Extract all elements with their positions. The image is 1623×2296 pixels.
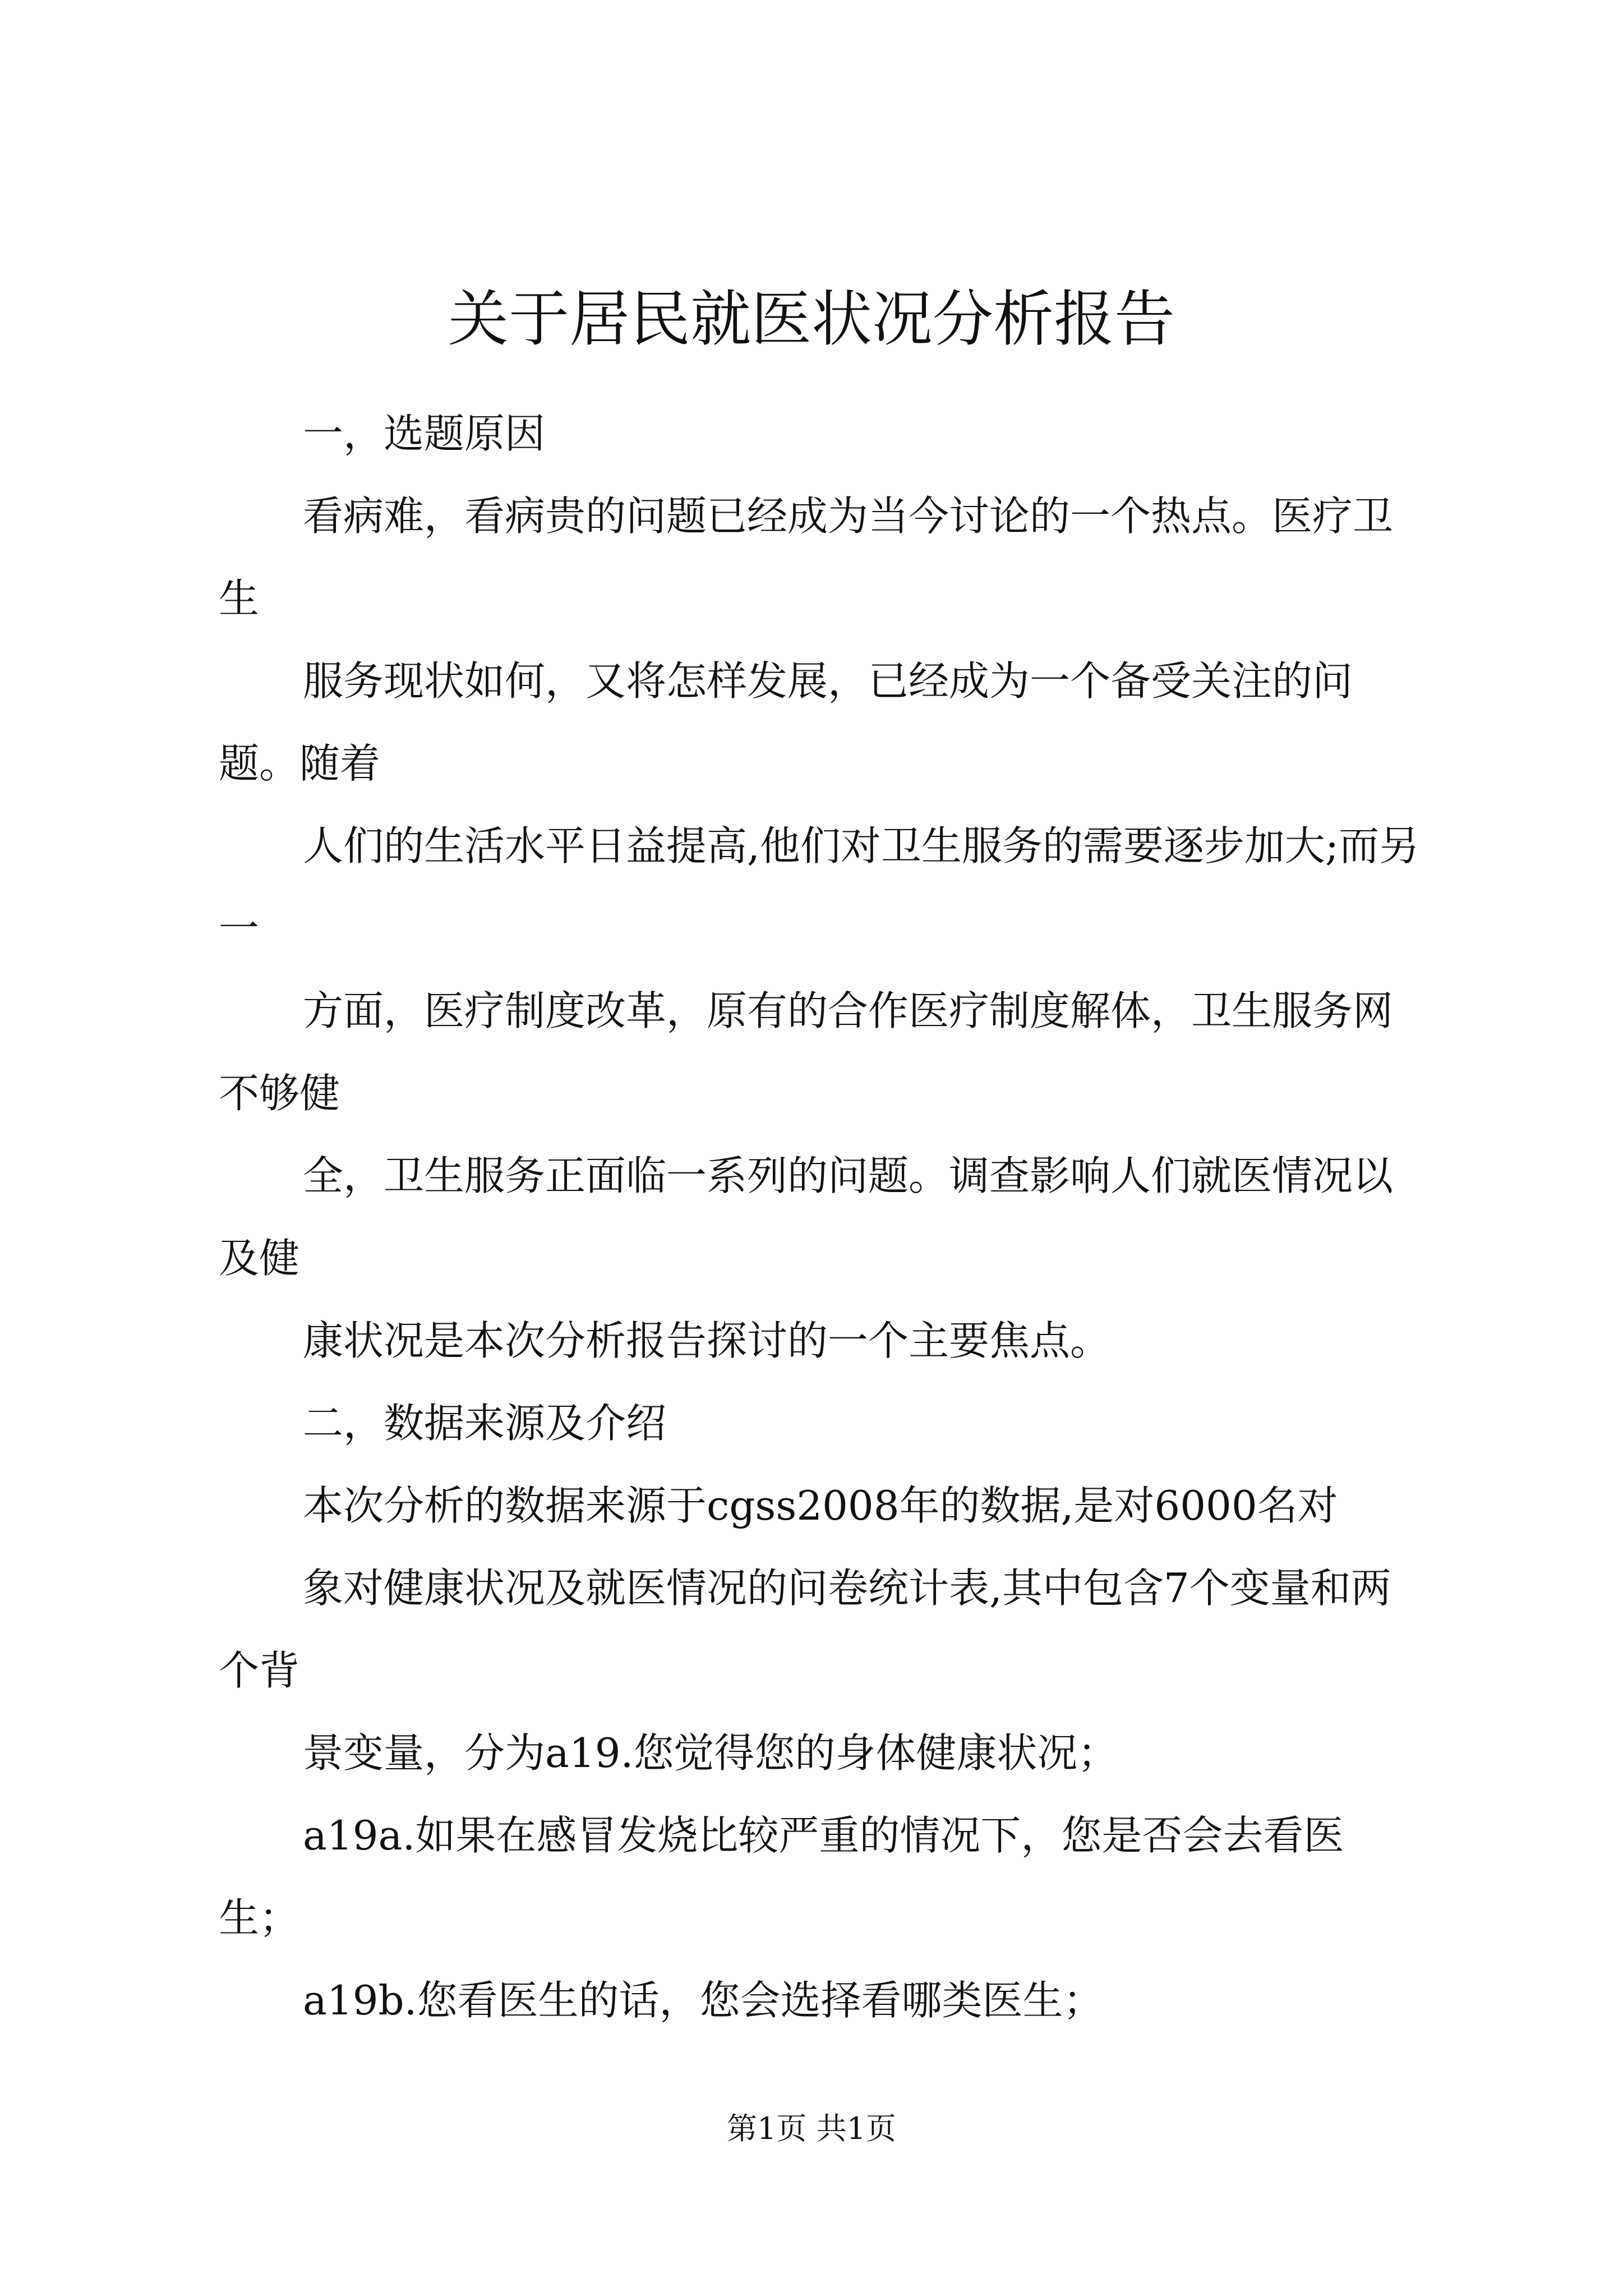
paragraph: 服务现状如何，又将怎样发展，已经成为一个备受关注的问题。随着: [219, 657, 1353, 787]
section-heading: 二，数据来源及介绍: [303, 1400, 667, 1447]
page-footer: 第1页 共1页: [727, 2111, 896, 2146]
paragraph: 康状况是本次分析报告探讨的一个主要焦点。: [303, 1317, 1111, 1364]
paragraph: 人们的生活水平日益提高,他们对卫生服务的需要逐步加大;而另一: [219, 822, 1420, 952]
paragraph: a19b.您看医生的话，您会选择看哪类医生；: [303, 1977, 1104, 2024]
document-title: 关于居民就医状况分析报告: [448, 284, 1175, 355]
paragraph: 一，选题原因: [303, 410, 546, 457]
paragraph: 全，卫生服务正面临一系列的问题。调查影响人们就医情况以及健: [219, 1152, 1394, 1282]
paragraph: 方面，医疗制度改革，原有的合作医疗制度解体，卫生服务网不够健: [219, 987, 1394, 1117]
paragraph: 象对健康状况及就医情况的问卷统计表,其中包含7个变量和两个背: [219, 1565, 1391, 1694]
paragraph: 看病难，看病贵的问题已经成为当今讨论的一个热点。医疗卫生: [219, 493, 1394, 622]
paragraph: 本次分析的数据来源于cgss2008年的数据,是对6000名对: [303, 1482, 1338, 1529]
document-body: [219, 393, 1424, 2042]
paragraph: a19a.如果在感冒发烧比较严重的情况下，您是否会去看医生；: [219, 1812, 1344, 1941]
paragraph: 景变量，分为a19.您觉得您的身体健康状况；: [303, 1729, 1118, 1777]
